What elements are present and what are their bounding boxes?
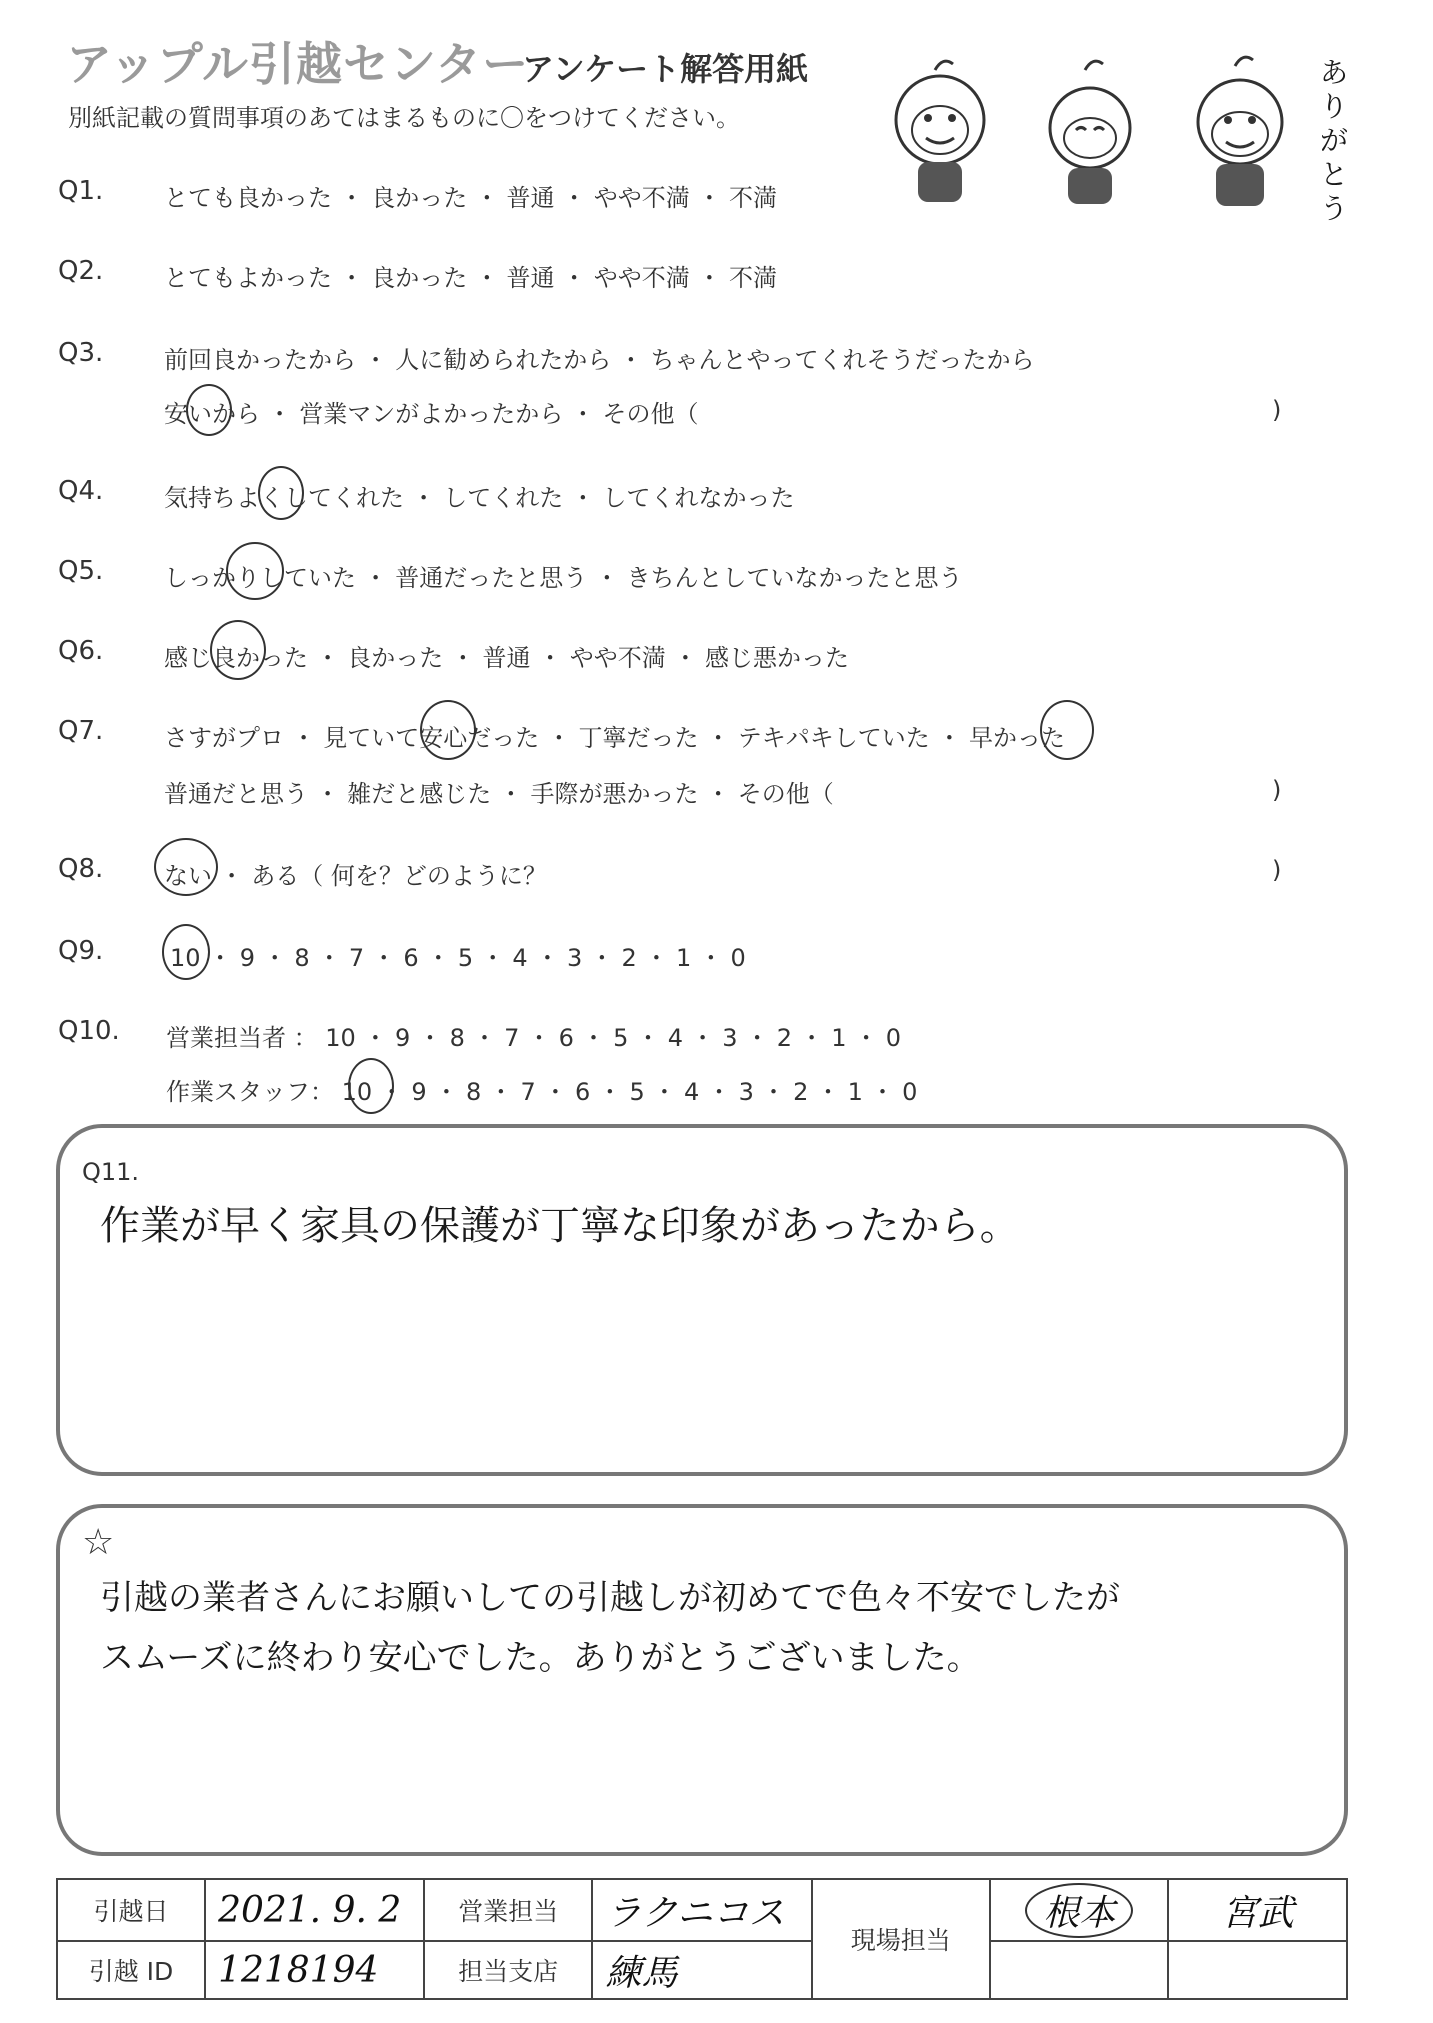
site-staff-2: 宮武: [1168, 1879, 1347, 1941]
move-id-value: 1218194: [205, 1941, 424, 1999]
q10-number: Q10.: [58, 1016, 120, 1046]
site-staff-empty-2: [1168, 1941, 1347, 1999]
q4-number: Q4.: [58, 476, 104, 506]
comment-handwritten-line1: 引越の業者さんにお願いしての引越しが初めてで色々不安でしたが: [100, 1578, 1120, 1618]
q3-options-line1: 前回良かったから ・ 人に勧められたから ・ ちゃんとやってくれそうだったから: [164, 346, 1035, 374]
q8-options: ない ・ ある（ 何を？どのように？: [164, 862, 547, 890]
form-subtitle: アンケート解答用紙: [522, 50, 809, 88]
q3-options-line2: 安いから ・ 営業マンがよかったから ・ その他（: [164, 400, 699, 428]
q1-options: とても良かった ・ 良かった ・ 普通 ・ やや不満 ・ 不満: [164, 184, 778, 212]
q8-answer-circle: [154, 838, 218, 896]
brand-title: アップル引越センター: [66, 37, 530, 91]
q2-options: とてもよかった ・ 良かった ・ 普通 ・ やや不満 ・ 不満: [164, 264, 778, 292]
q7-options-line1: さすがプロ ・ 見ていて安心だった ・ 丁寧だった ・ テキパキしていた ・ 早かった: [164, 724, 1066, 752]
q9-scale: 10 ・ 9 ・ 8 ・ 7 ・ 6 ・ 5 ・ 4 ・ 3 ・ 2 ・ 1 ・ 0: [170, 944, 746, 972]
q7-answer-circle-anshin: [420, 700, 476, 760]
comment-box: [56, 1504, 1348, 1856]
q4-options: 気持ちよくしてくれた ・ してくれた ・ してくれなかった: [164, 484, 795, 512]
q4-answer-circle: [258, 466, 304, 520]
q3-close-paren: ): [1272, 396, 1282, 424]
q3-answer-circle: [186, 384, 232, 436]
q3-number: Q3.: [58, 338, 104, 368]
q8-close-paren: ): [1272, 856, 1282, 884]
monkey-left-icon: [896, 61, 984, 202]
q7-answer-circle-hayakatta: [1040, 700, 1094, 760]
comment-handwritten-line2: スムーズに終わり安心でした。ありがとうございました。: [100, 1638, 981, 1678]
q10-staff-answer-circle: [348, 1058, 394, 1114]
move-date-value: 2021. 9. 2: [205, 1879, 424, 1941]
monkey-right-icon: [1198, 57, 1282, 206]
branch-value: 練馬: [592, 1941, 811, 1999]
branch-label: 担当支店: [424, 1941, 592, 1999]
site-staff-1: 根本: [990, 1879, 1168, 1941]
move-info-table: [56, 1878, 1348, 2000]
monkey-mascots-illustration: [880, 50, 1350, 225]
q9-number: Q9.: [58, 936, 104, 966]
instruction-text: 別紙記載の質問事項のあてはまるものに〇をつけてください。: [68, 104, 740, 132]
sales-rep-label: 営業担当: [424, 1879, 592, 1941]
q6-answer-circle: [210, 620, 266, 680]
mascot-thanks-text: ありがとう: [1320, 56, 1349, 225]
q2-number: Q2.: [58, 256, 104, 286]
q11-answer-box: [56, 1124, 1348, 1476]
q10-sales-scale: 営業担当者 ： 10 ・ 9 ・ 8 ・ 7 ・ 6 ・ 5 ・ 4 ・ 3 ・ 2 ・ 1 ・ 0: [166, 1024, 902, 1052]
q7-number: Q7.: [58, 716, 104, 746]
comment-star-label: ☆: [82, 1522, 115, 1563]
q7-options-line2: 普通だと思う ・ 雑だと感じた ・ 手際が悪かった ・ その他（: [164, 780, 834, 808]
q6-options: 感じ良かった ・ 良かった ・ 普通 ・ やや不満 ・ 感じ悪かった: [164, 644, 850, 672]
q6-number: Q6.: [58, 636, 104, 666]
q9-answer-circle: [162, 924, 210, 980]
q1-number: Q1.: [58, 176, 104, 206]
q5-answer-circle: [226, 542, 284, 600]
q7-close-paren: ): [1272, 776, 1282, 804]
site-staff-label: 現場担当: [812, 1879, 990, 1999]
q8-number: Q8.: [58, 854, 104, 884]
q10-staff-scale: 作業スタッフ： 10 ・ 9 ・ 8 ・ 7 ・ 6 ・ 5 ・ 4 ・ 3 ・ 2 ・ 1 ・ 0: [166, 1078, 918, 1106]
q5-number: Q5.: [58, 556, 104, 586]
q5-options: しっかりしていた ・ 普通だったと思う ・ きちんとしていなかったと思う: [164, 564, 963, 592]
monkey-center-icon: [1050, 61, 1130, 204]
move-id-label: 引越 ID: [57, 1941, 205, 1999]
q11-handwritten-answer: 作業が早く家具の保護が丁寧な印象があったから。: [100, 1203, 1020, 1249]
move-date-label: 引越日: [57, 1879, 205, 1941]
site-staff-empty-1: [990, 1941, 1168, 1999]
q11-label: Q11.: [82, 1158, 140, 1186]
sales-rep-value: ラクニコス: [592, 1879, 811, 1941]
